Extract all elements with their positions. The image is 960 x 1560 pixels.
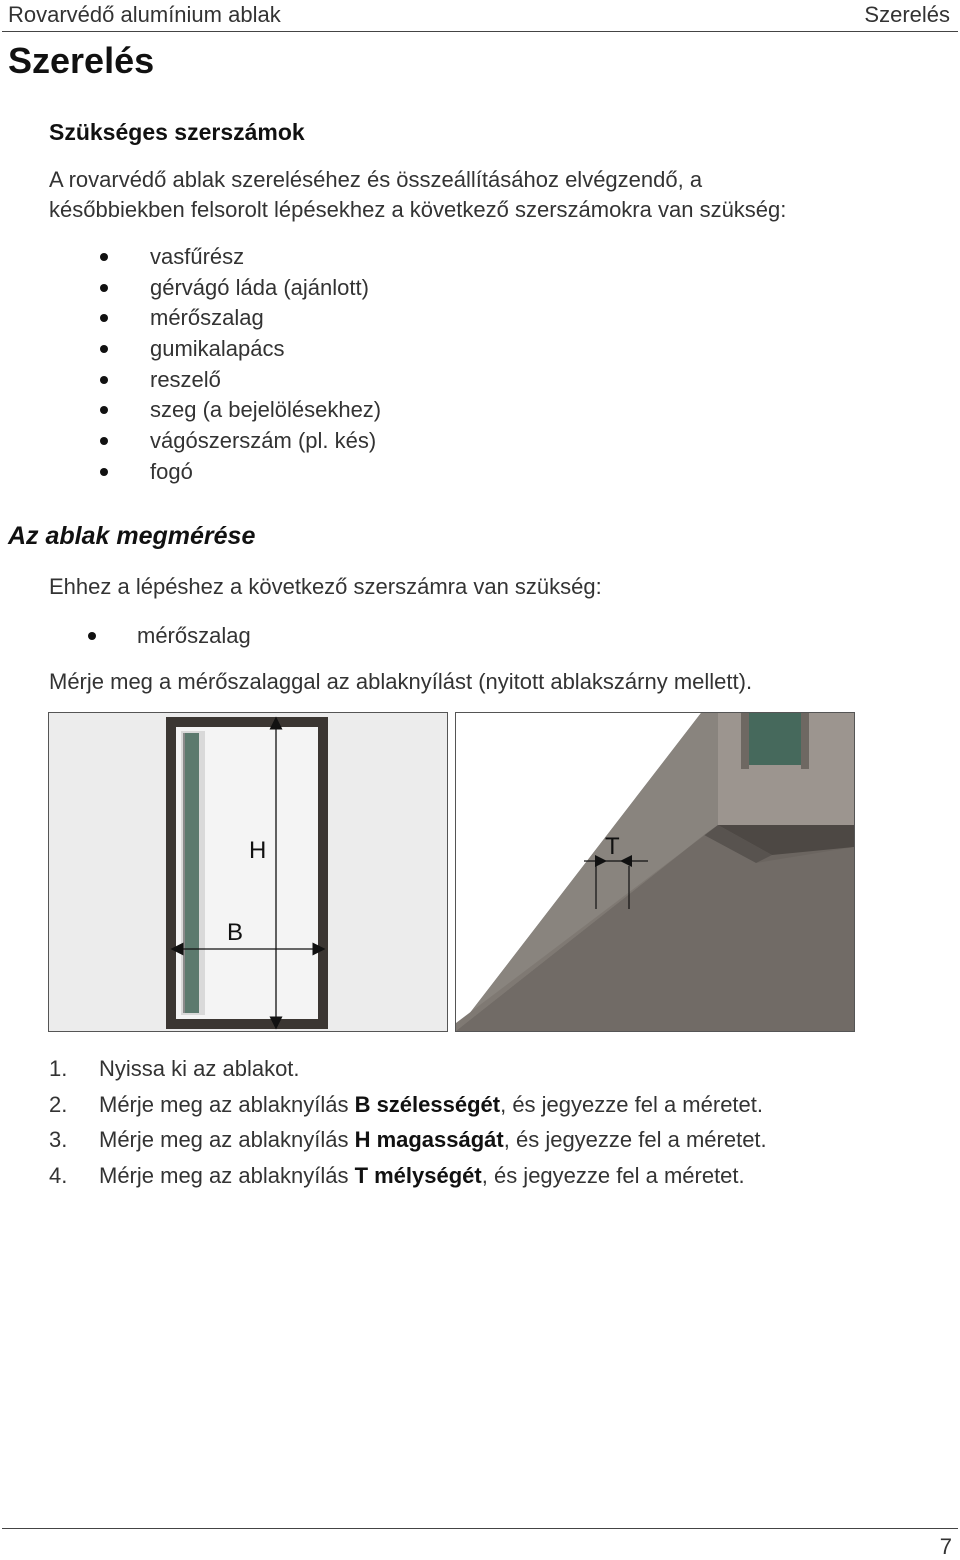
page-number: 7 (939, 1534, 952, 1559)
measure-instruction: Mérje meg a mérőszalaggal az ablaknyílást (nyitott ablakszárny mellett). (49, 669, 753, 694)
bullet-icon (100, 345, 108, 353)
list-item: reszelő (0, 365, 381, 396)
list-item: 3. Mérje meg az ablaknyílás H magasságát, és jegyezze fel a méretet. (49, 1127, 767, 1153)
label-b: B (227, 919, 244, 946)
bullet-icon (100, 406, 108, 414)
measure-intro: Ehhez a lépéshez a következő szerszámra van szükség: (49, 574, 602, 599)
header-divider (2, 31, 958, 32)
measure-tool-item: mérőszalag (0, 621, 251, 651)
tools-heading: Szükséges szerszámok (49, 119, 305, 145)
list-item: 4. Mérje meg az ablaknyílás T mélységét, és jegyezze fel a méretet. (49, 1162, 745, 1188)
bullet-icon (100, 284, 108, 292)
list-item: vágószerszám (pl. kés) (0, 426, 381, 457)
header-section-title: Szerelés (864, 2, 950, 27)
measure-heading: Az ablak megmérése (8, 522, 256, 550)
bullet-icon (100, 376, 108, 384)
label-h: H (249, 837, 267, 864)
tools-list (0, 242, 381, 488)
list-item: gérvágó láda (ajánlott) (0, 273, 381, 304)
label-t: T (605, 833, 620, 860)
window-glass (749, 713, 801, 765)
tools-intro-line-1: A rovarvédő ablak szereléséhez és összeállításához elvégzendő, a (49, 167, 703, 192)
list-item: 2. Mérje meg az ablaknyílás B szélességét, és jegyezze fel a méretet. (49, 1091, 763, 1117)
list-item: fogó (0, 457, 381, 488)
tools-intro-line-2: későbbiekben felsorolt lépésekhez a következő szerszámokra van szükség: (49, 197, 787, 222)
bullet-icon (100, 314, 108, 322)
bullet-icon (100, 468, 108, 476)
footer-divider (2, 1528, 958, 1529)
list-item: szeg (a bejelölésekhez) (0, 395, 381, 426)
window-glass (185, 733, 199, 1013)
page-title: Szerelés (8, 40, 155, 81)
bullet-icon (100, 253, 108, 261)
bullet-icon (100, 437, 108, 445)
header-document-title: Rovarvédő alumínium ablak (8, 2, 281, 27)
window-front-figure (48, 712, 448, 1032)
list-item: mérőszalag (0, 303, 381, 334)
list-item: vasfűrész (0, 242, 381, 273)
bullet-icon (88, 632, 96, 640)
list-item: gumikalapács (0, 334, 381, 365)
steps-list (49, 1052, 767, 1194)
list-item: 1. Nyissa ki az ablakot. (49, 1056, 300, 1081)
window-depth-figure (455, 712, 855, 1032)
